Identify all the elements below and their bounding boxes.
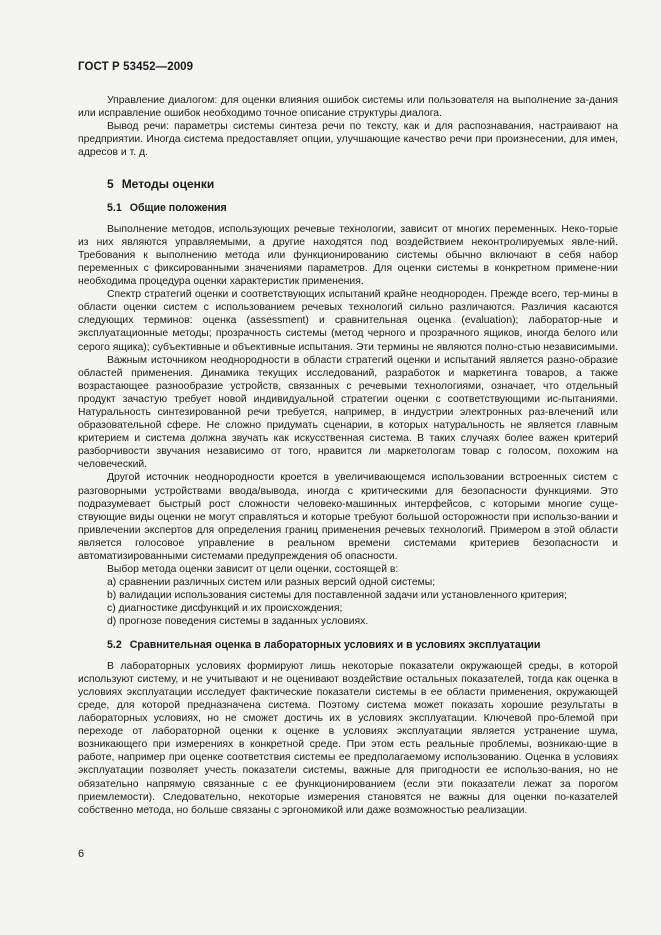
paragraph-dialog-management: Управление диалогом: для оценки влияния ошибок системы или пользователя на выполнение за-дания или исправление ошибок необходимо точное описание структуры диалога.: [78, 95, 618, 120]
paragraph-speech-output: Вывод речи: параметры системы синтеза речи по тексту, как и для распознавания, настраивают на предприятии. Иногда система предоставляет опции, улучшающие качество речи при произнесении, для имен, адресов и т. д.: [78, 121, 618, 159]
list-item: d) прогнозе поведения системы в заданных условиях.: [107, 616, 369, 628]
list-item: c) диагностике дисфункций и их происхождения;: [107, 603, 343, 615]
subsection-title: Общие положения: [129, 201, 227, 214]
paragraph: Важным источником неоднородности в области стратегий оценки и испытаний является разно-образие областей применения. Динамика текущих исследований, разработок и маркетинга товаров, а также возрастающее разнообразие устройств, связанных с речевыми технологиями, означает, что отдельный продукт зачастую требует новой индивидуальной стратегии оценки с соответствующими ис-пытаниями. Натуральность синтезированной речи требуется, например, в индустрии электронных раз-влечений или образовательной сфере. Не сложно придумать сценарии, в которых натуральность не является главным критерием и система должна звучать как искусственная система. В таких случаях более важен критерий разборчивости звучания независимо от того, нравится ли маркетологам товар с голосом, похожим на человеческий.: [78, 354, 618, 471]
paragraph: В лабораторных условиях формируют лишь некоторые показатели окружающей среды, в которой используют систему, и не учитывают и не оценивают воздействие остальных показателей, тогда как оценка в условиях эксплуатации исследует фактические показатели системы в ее области применения, окружающей среде, для которой предназначена система. Поэтому система может показать хорошие результаты в лабораторных условиях, но не сможет достичь их в условиях эксплуатации. Ключевой про-блемой при переходе от лабораторной оценки к оценке в условиях эксплуатации является устранение шума, возникающего при измерениях в конкретной среде. При этом есть реальные проблемы, возникаю-щие в работе, например при оценке соответствия системы ее предполагаемому использованию. Оценка в условиях эксплуатации позволяет учесть показатели системы, важные для пригодности ее использо-вания, но не обязательно напрямую связанные с ее функционированием (если эти показатели лежат за порогом приемлемости). Следовательно, некоторые измерения становятся не важны для оценки по-казателей собственно метода, но больше связаны с эргономикой или даже возможностью реализации.: [78, 660, 618, 816]
paragraph: Другой источник неоднородности кроется в увеличивающемся использовании встроенных систем с разговорными устройствами ввода/вывода, иногда с критическими для безопасности функциями. Это подразумевает быстрый рост сложности человеко-машинных интерфейсов, с которыми многие суще-ствующие виды оценки не могут справляться и которые требуют большой осторожности при использо-вании и привлечении экспертов для определения границ применения речевых технологий. Примером в этой области является голосовое управление в реальном времени системами критериев безопасности и автоматизированными системами предупреждения об опасности.: [78, 472, 618, 562]
subsection-number: 5.1: [107, 201, 122, 214]
section-title: Методы оценки: [121, 177, 215, 192]
section-heading-5: [78, 178, 618, 191]
paragraph: Выполнение методов, использующих речевые технологии, зависит от многих переменных. Неко-торые из них являются управляемыми, а другие находятся под воздействием неконтролируемых явле-ний. Требования к выполнению метода или функционированию системы обычно включают в себя набор переменных с фиксированными значениями параметров. Для оценки системы в конкретном примене-нии необходима процедура оценки характеристик применения.: [78, 223, 618, 288]
paragraph: Спектр стратегий оценки и соответствующих испытаний крайне неоднороден. Прежде всего, тер-мины в области оценки систем с использованием речевых технологий сильно различаются. Различия касаются следующих терминов: оценка (assessment) и сравнительная оценка (evaluation); лаборатор-ные и эксплуатационные методы; прозрачность системы (метод черного и прозрачного ящиков, иногда белого или серого ящика); субъективные и объективные испытания. Эти термины не являются полно-стью независимыми.: [78, 289, 618, 353]
section-number: 5: [107, 177, 114, 192]
list-item: b) валидации использования системы для поставленной задачи или установленного критерия;: [107, 590, 567, 602]
page-number: 6: [78, 848, 85, 860]
subsection-heading-5-2: [78, 639, 618, 652]
standard-header: ГОСТ Р 53452—2009: [78, 61, 194, 73]
subsection-title: Сравнительная оценка в лабораторных условиях и в условиях эксплуатации: [129, 638, 541, 651]
paragraph: Выбор метода оценки зависит от цели оценки, состоящей в:: [107, 564, 399, 576]
document-body: [78, 94, 618, 817]
list-item: a) сравнении различных систем или разных версий одной системы;: [107, 577, 436, 589]
subsection-heading-5-1: [78, 202, 618, 215]
subsection-number: 5.2: [107, 638, 122, 651]
